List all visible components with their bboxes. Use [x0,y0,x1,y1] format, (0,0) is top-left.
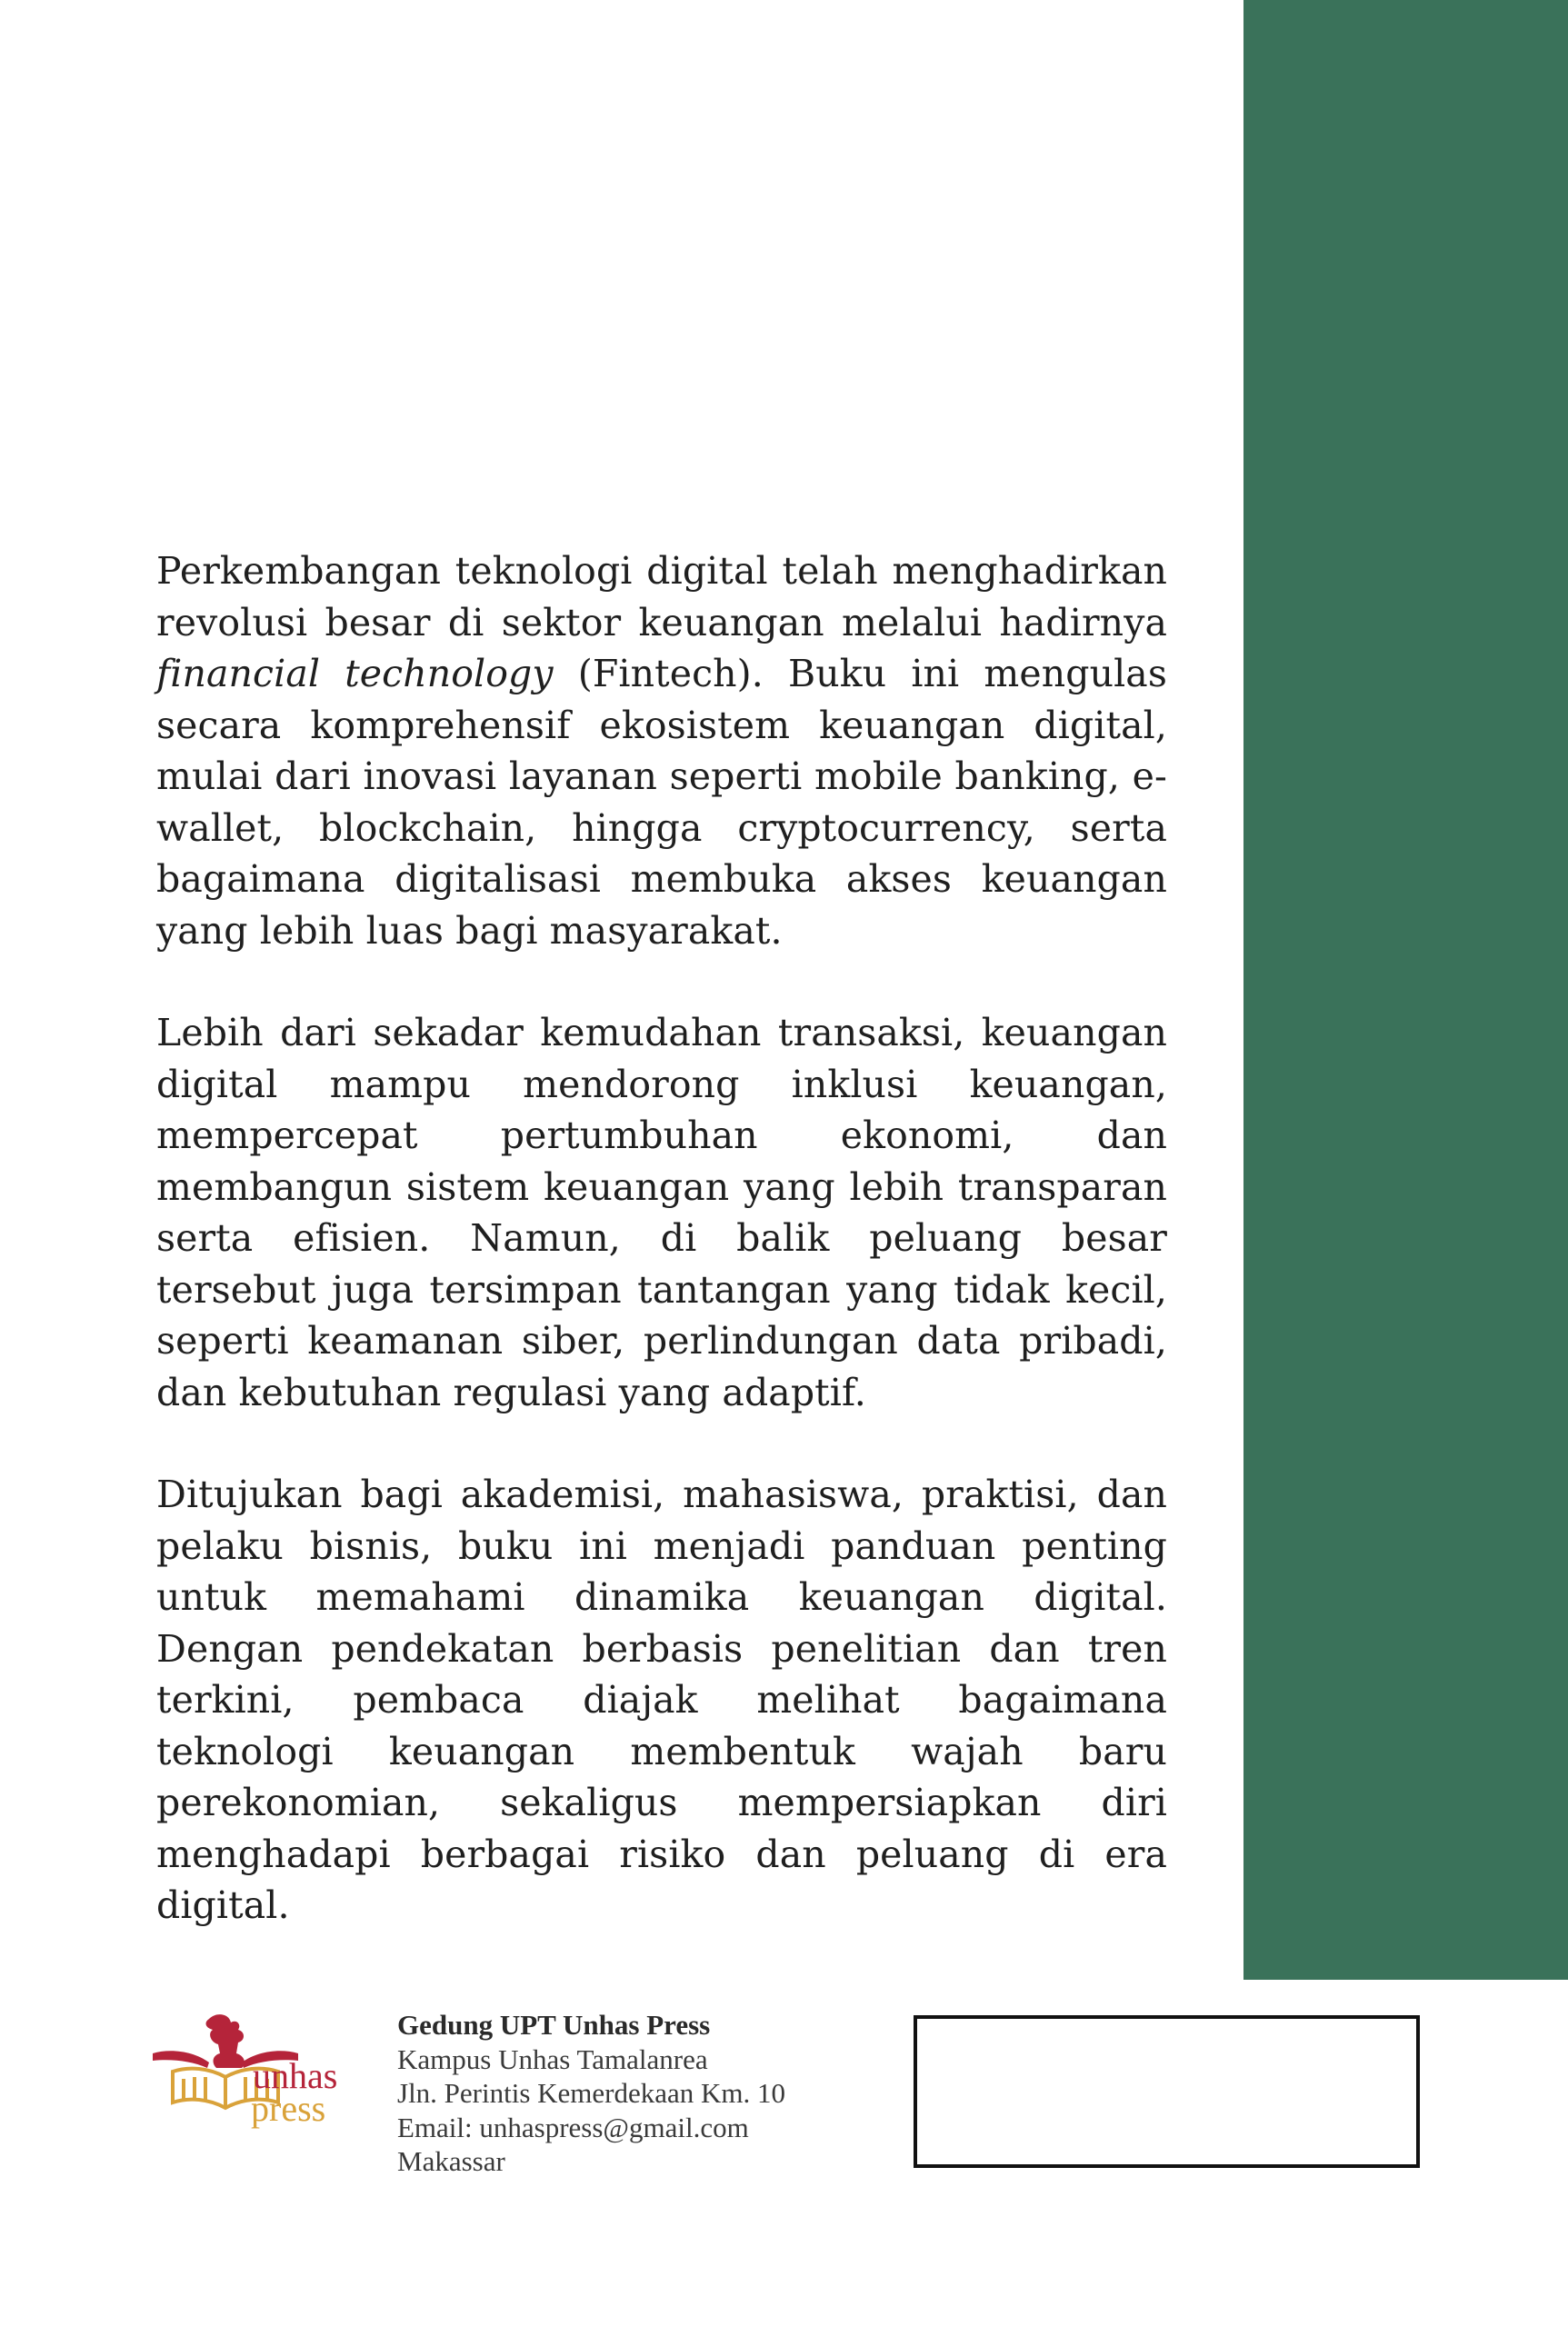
svg-text:unhas: unhas [253,2055,338,2096]
publisher-address-line-1: Kampus Unhas Tamalanrea [397,2042,708,2075]
publisher-name: Gedung UPT Unhas Press [397,2009,711,2041]
svg-text:press: press [251,2088,326,2129]
side-color-bar [1243,0,1568,1980]
unhas-press-logo-icon [153,2012,371,2130]
publisher-city: Makassar [397,2145,505,2177]
barcode-placeholder-box [914,2015,1420,2168]
blurb-italic-term: financial technology [156,652,554,695]
publisher-email: Email: unhaspress@gmail.com [397,2111,749,2143]
blurb-paragraph-1: Perkembangan teknologi digital telah menghadirkan revolusi besar di sektor keuangan melalui hadirnya financial technology (Fintech). Buku ini mengulas secara komprehensif ekosistem keuangan digital, mulai dari inovasi layanan seperti mobile banking, e-wallet, blockchain, hingga cryptocurrency, serta bagaimana digitalisasi membuka akses keuangan yang lebih luas bagi masyarakat. [156,549,1167,953]
blurb-paragraph-2: Lebih dari sekadar kemudahan transaksi, keuangan digital mampu mendorong inklusi keuangan, mempercepat pertumbuhan ekonomi, dan membangun sistem keuangan yang lebih transparan serta efisien. Namun, di balik peluang besar tersebut juga tersimpan tantangan yang tidak kecil, seperti keamanan siber, perlindungan data pribadi, dan kebutuhan regulasi yang adaptif. [156,1011,1167,1414]
publisher-address-line-2: Jln. Perintis Kemerdekaan Km. 10 [397,2077,786,2109]
back-cover-blurb [156,545,1167,1932]
blurb-paragraph-3: Ditujukan bagi akademisi, mahasiswa, praktisi, dan pelaku bisnis, buku ini menjadi panduan penting untuk memahami dinamika keuangan digital. Dengan pendekatan berbasis penelitian dan tren terkini, pembaca diajak melihat bagaimana teknologi keuangan membentuk wajah baru perekonomian, sekaligus mempersiapkan diri menghadapi berbagai risiko dan peluang di era digital. [156,1473,1167,1927]
publisher-address-block [397,2008,785,2179]
